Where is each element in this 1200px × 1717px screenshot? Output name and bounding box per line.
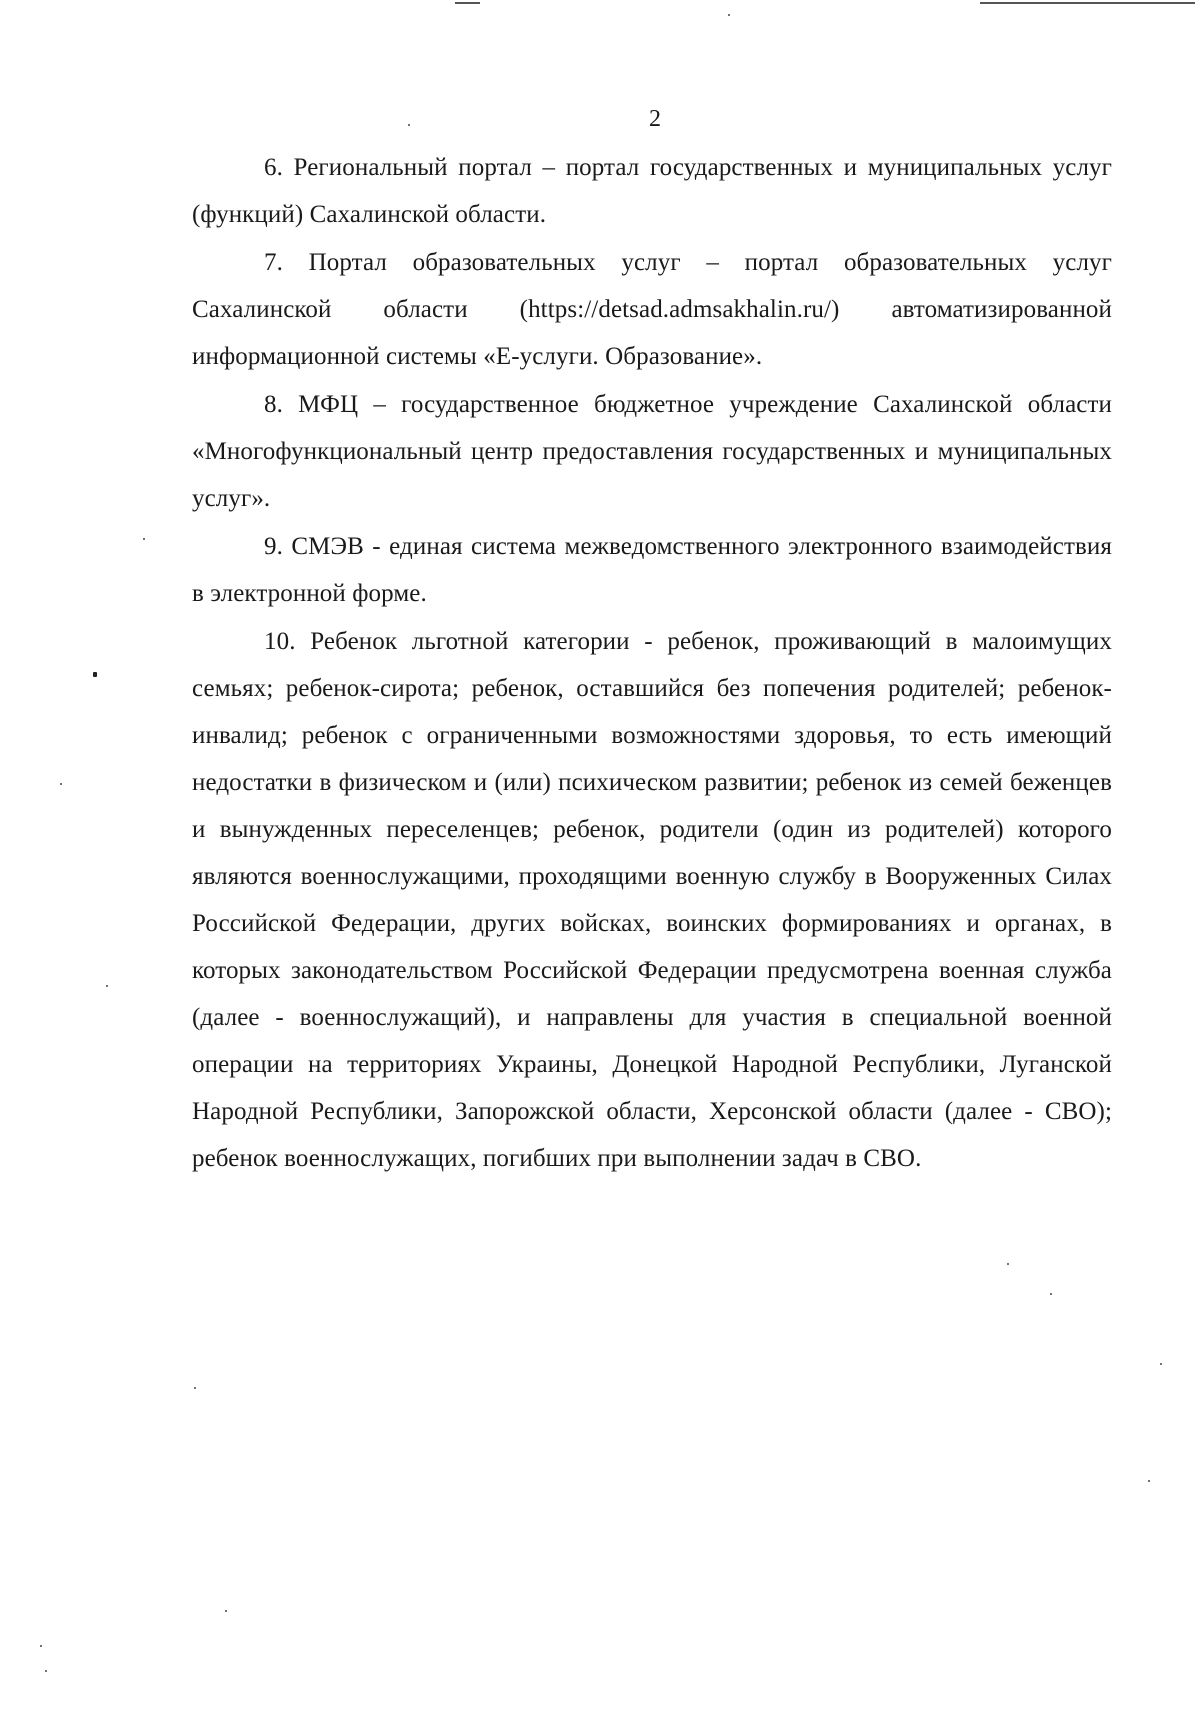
scan-speck <box>106 985 108 987</box>
page-number: 2 <box>649 106 661 132</box>
paragraph-9: 9. СМЭВ - единая система межведомственного электронного взаимодействия в электронной форме. <box>192 533 1112 607</box>
scan-speck <box>1160 1363 1162 1365</box>
scan-speck <box>1148 1480 1150 1482</box>
scan-speck <box>1050 1293 1052 1295</box>
scan-edge-gap <box>480 1 980 5</box>
document-body <box>192 144 1112 1183</box>
scan-speck <box>194 1387 196 1389</box>
paragraph-7: 7. Портал образовательных услуг – портал образовательных услуг Сахалинской области (https://detsad.admsakhalin.ru/) автоматизированной информационной системы «Е-услуги. Образование». <box>192 249 1112 370</box>
scan-speck <box>143 538 145 540</box>
scan-speck <box>40 1645 42 1647</box>
paragraph-8: 8. МФЦ – государственное бюджетное учреждение Сахалинской области «Многофункциональный центр предоставления государственных и муниципальных услуг». <box>192 391 1112 512</box>
scan-speck <box>728 14 730 16</box>
scan-speck <box>93 672 97 677</box>
paragraph-6: 6. Региональный портал – портал государственных и муниципальных услуг (функций) Сахалинской области. <box>192 154 1112 228</box>
scan-speck <box>225 1610 227 1612</box>
scan-speck <box>1007 1263 1009 1265</box>
paragraph-10: 10. Ребенок льготной категории - ребенок, проживающий в малоимущих семьях; ребенок-сирота; ребенок, оставшийся без попечения родителей; ребенок-инвалид; ребенок с ограниченными возможностями здоровья, то есть имеющий недостатки в физическом и (или) психическом развитии; ребенок из семей беженцев и вынужденных переселенцев; ребенок, родители (один из родителей) которого являются военнослужащими, проходящими военную службу в Вооруженных Силах Российской Федерации, других войсках, воинских формированиях и органах, в которых законодательством Российской Федерации предусмотрена военная служба (далее - военнослужащий), и направлены для участия в специальной военной операции на территориях Украины, Донецкой Народной Республики, Луганской Народной Республики, Запорожской области, Херсонской области (далее - СВО); ребенок военнослужащих, погибших при выполнении задач в СВО. <box>192 628 1112 1172</box>
scan-speck <box>45 1670 47 1672</box>
scan-speck <box>408 124 410 126</box>
scan-speck <box>60 783 62 785</box>
